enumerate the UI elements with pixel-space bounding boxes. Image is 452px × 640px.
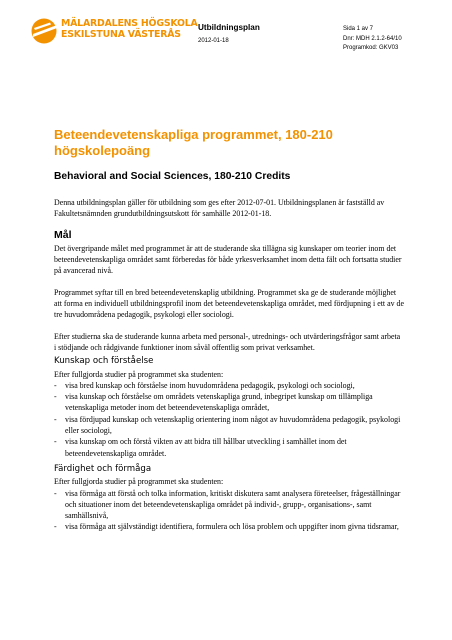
logo-line-2: ESKILSTUNA VÄSTERÅS	[61, 28, 181, 40]
document-body	[54, 197, 404, 533]
program-title: Beteendevetenskapliga programmet, 180-210 högskolepoäng	[54, 127, 333, 158]
fardighet-lead: Efter fullgjorda studier på programmet ska studenten:	[54, 477, 224, 487]
section-heading-mal: Mål	[54, 228, 72, 241]
document-date: 2012-01-18	[198, 38, 229, 44]
list-item: - visa förmåga att självständigt identifiera, formulera och lösa problem och uppgifter inom givna tidsramar,	[54, 522, 399, 532]
mal-paragraph-3: Efter studierna ska de studerande kunna arbeta med personal-, utrednings- och utvärderingsfrågor samt arbeta i stödjande och rådgivande funktioner inom såväl offentlig som privat verksamhet.	[54, 331, 401, 352]
document-type: Utbildningsplan	[198, 23, 260, 32]
fardighet-list	[54, 488, 404, 533]
logo-emblem-icon	[30, 17, 60, 45]
mal-paragraph-1: Det övergripande målet med programmet är att de studerande ska tillägna sig kunskaper om teorier inom det beteendevetenskapliga området samt förberedas för både yrkesverksamhet inom detta fält och fortsatta studier på avancerad nivå.	[54, 243, 402, 276]
logo-line-1: MÄLARDALENS HÖGSKOLA	[61, 18, 198, 29]
logo-wordmark	[61, 18, 198, 40]
list-item: - visa bred kunskap och förståelse inom huvudområdena pedagogik, psykologi och sociologi,	[54, 380, 355, 390]
kunskap-list	[54, 380, 404, 459]
section-heading-kunskap: Kunskap och förståelse	[54, 356, 154, 367]
kunskap-lead: Efter fullgjorda studier på programmet ska studenten:	[54, 369, 224, 379]
list-item: - visa fördjupad kunskap och vetenskaplig orientering inom något av huvudområdena pedagogik, psykologi eller sociologi,	[54, 414, 401, 436]
list-item: - visa förmåga att förstå och tolka information, kritiskt diskutera samt analysera företeelser, frågeställningar och situationer inom det beteendevetenskapliga området på individ-, grupp-, organisations-, samt samhällsnivå,	[54, 488, 401, 521]
intro-paragraph: Denna utbildningsplan gäller för utbildning som ges efter 2012-07-01. Utbildningsplanen är fastställd av Fakultetsnämnden grundutbildningsutskott för samhälle 2012-01-18.	[54, 198, 385, 219]
program-code: Programkod: GKV03	[343, 45, 399, 51]
university-logo	[30, 17, 198, 47]
page-number: Sida 1 av 7	[343, 26, 374, 32]
registration-number: Dnr: MDH 2.1.2-64/10	[343, 35, 402, 42]
list-item: - visa kunskap om och förstå vikten av att bidra till hållbar utveckling i samhället inom det beteendevetenskapliga området.	[54, 437, 347, 458]
list-item: - visa kunskap och förståelse om områdets vetenskapliga grund, inbegripet kunskap om tillämpliga vetenskapliga metoder inom det beteendevetenskapliga området,	[54, 392, 373, 413]
document-meta	[343, 25, 402, 54]
mal-paragraph-2: Programmet syftar till en bred beteendevetenskaplig utbildning. Programmet ska ge de studerande möjlighet att forma en individuell utbildningsprofil inom det beteendevetenskapliga området, med fördjupning i ett av de tre huvudområdena pedagogik, psykologi eller sociologi.	[54, 287, 404, 320]
section-heading-fardighet: Färdighet och förmåga	[54, 463, 152, 474]
program-title-english: Behavioral and Social Sciences, 180-210 Credits	[54, 171, 291, 182]
